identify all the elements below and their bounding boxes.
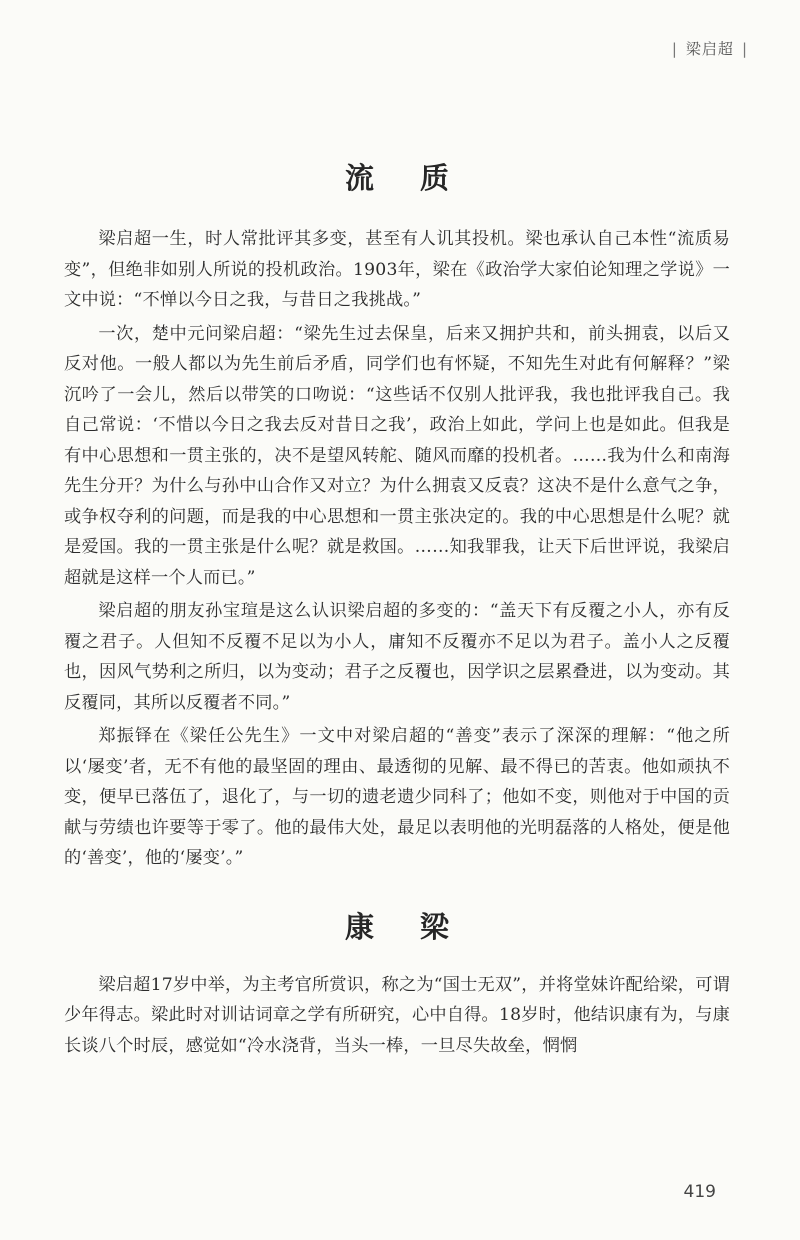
- running-title: 梁启超: [685, 40, 734, 58]
- paragraph: 郑振铎在《梁任公先生》一文中对梁启超的“善变”表示了深深的理解：“他之所以‘屡变’者，无不有他的最坚固的理由、最透彻的见解、最不得已的苦衷。他如顽执不变，便早已落伍了，退化了，与一切的遗老遗少同科了；他如不变，则他对于中国的贡献与劳绩也许要等于零了。他的最伟大处，最足以表明他的光明磊落的人格处，便是他的‘善变’，他的‘屡变’。”: [64, 726, 730, 868]
- paragraph: 梁启超17岁中举，为主考官所赏识，称之为“国士无双”，并将堂妹许配给梁，可谓少年得志。梁此时对训诂词章之学有所研究，心中自得。18岁时，他结识康有为，与康长谈八个时辰，感觉如“冷水浇背，当头一棒，一旦尽失故垒，惘惘: [64, 974, 730, 1056]
- section-title-liuzhi: 流 质: [344, 161, 468, 195]
- header-divider-right: |: [741, 40, 748, 58]
- paragraph: 梁启超的朋友孙宝瑄是这么认识梁启超的多变的：“盖天下有反覆之小人，亦有反覆之君子。人但知不反覆不足以为小人，庸知不反覆亦不足以为君子。盖小人之反覆也，因风气势利之所归，以为变动；君子之反覆也，因学识之层累叠进，以为变动。其反覆同，其所以反覆者不同。”: [64, 601, 730, 713]
- page-number: 419: [683, 1182, 716, 1202]
- header-divider-left: |: [671, 40, 678, 58]
- section-title-kangliang: 康 梁: [344, 909, 468, 944]
- page-body: [64, 150, 730, 1064]
- paragraph: 梁启超一生，时人常批评其多变，甚至有人讥其投机。梁也承认自己本性“流质易变”，但绝非如别人所说的投机政治。1903年，梁在《政治学大家伯论知理之学说》一文中说：“不惮以今日之我，与昔日之我挑战。”: [64, 229, 730, 310]
- running-header: [664, 38, 756, 59]
- paragraph: 一次，楚中元问梁启超：“梁先生过去保皇，后来又拥护共和，前头拥袁，以后又反对他。一般人都以为先生前后矛盾，同学们也有怀疑，不知先生对此有何解释？”梁沉吟了一会儿，然后以带笑的口吻说：“这些话不仅别人批评我，我也批评我自己。我自己常说：‘不惜以今日之我去反对昔日之我’，政治上如此，学问上也是如此。但我是有中心思想和一贯主张的，决不是望风转舵、随风而靡的投机者。……我为什么和南海先生分开？为什么与孙中山合作又对立？为什么拥袁又反袁？这决不是什么意气之争，或争权夺利的问题，而是我的中心思想和一贯主张决定的。我的中心思想是什么呢？就是爱国。我的一贯主张是什么呢？就是救国。……知我罪我，让天下后世评说，我梁启超就是这样一个人而已。”: [64, 323, 730, 588]
